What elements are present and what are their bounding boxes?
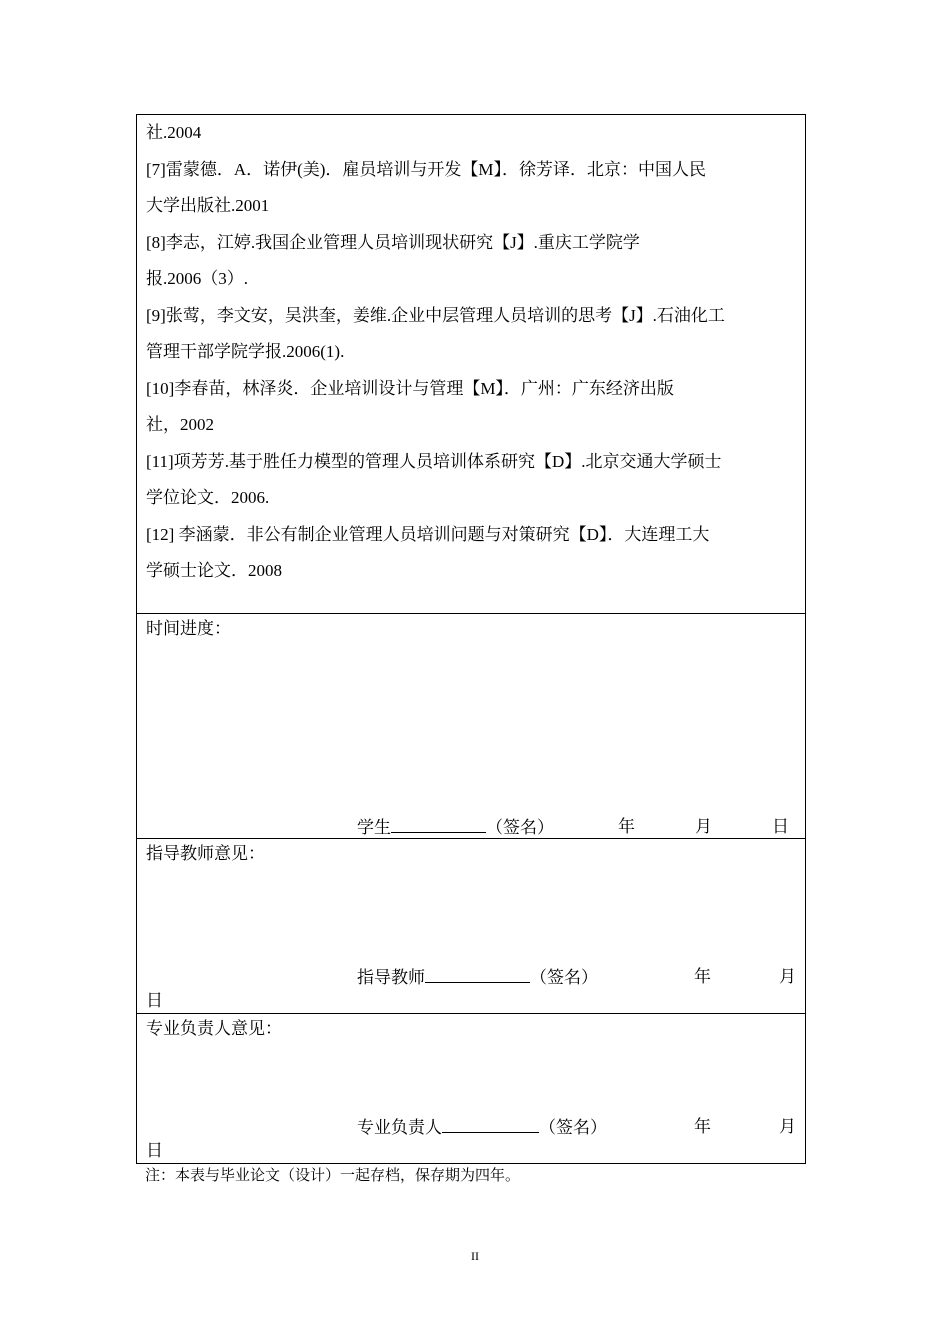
reference-line: [12] 李涵蒙．非公有制企业管理人员培训问题与对策研究【D】．大连理工大 xyxy=(146,524,710,544)
year-label: 年 xyxy=(694,1117,711,1136)
year-label: 年 xyxy=(694,967,711,986)
day-label: 日 xyxy=(146,991,163,1010)
reference-item xyxy=(146,517,796,590)
day-label: 日 xyxy=(146,1141,163,1160)
reference-line: [7]雷蒙德．A．诺伊(美)．雇员培训与开发【M】．徐芳译．北京：中国人民 xyxy=(146,159,707,179)
head-signature-line xyxy=(357,1116,607,1139)
reference-line: [9]张莺，李文安，吴洪奎，姜维.企业中层管理人员培训的思考【J】.石油化工 xyxy=(146,305,725,325)
reference-item xyxy=(146,152,796,225)
archive-note: 注：本表与毕业论文（设计）一起存档，保存期为四年。 xyxy=(145,1168,521,1184)
sign-note: （签名） xyxy=(539,1118,607,1137)
student-label: 学生 xyxy=(357,818,391,837)
proposal-form-table xyxy=(136,114,806,1164)
row-divider xyxy=(137,1013,805,1014)
row-divider xyxy=(137,838,805,839)
month-label: 月 xyxy=(695,817,712,836)
head-opinion-label: 专业负责人意见： xyxy=(146,1019,282,1038)
month-label: 月 xyxy=(779,1117,796,1136)
sign-note: （签名） xyxy=(486,818,554,837)
reference-line: 学位论文．2006. xyxy=(146,488,270,507)
advisor-opinion-label: 指导教师意见： xyxy=(146,844,265,863)
reference-item xyxy=(146,371,796,444)
reference-list xyxy=(146,115,796,590)
reference-line: [8]李志，江婷.我国企业管理人员培训现状研究【J】.重庆工学院学 xyxy=(146,232,640,252)
reference-line: 管理干部学院学报.2006(1). xyxy=(146,342,345,361)
sign-note: （签名） xyxy=(530,968,598,987)
student-signature-blank[interactable] xyxy=(391,816,486,833)
reference-line: 社，2002 xyxy=(146,415,214,434)
month-label: 月 xyxy=(779,967,796,986)
year-label: 年 xyxy=(618,817,635,836)
advisor-label: 指导教师 xyxy=(357,968,425,987)
reference-item xyxy=(146,225,796,298)
reference-item xyxy=(146,115,796,152)
page-number: II xyxy=(471,1249,479,1263)
day-label: 日 xyxy=(772,817,789,836)
reference-line: 报.2006（3）. xyxy=(146,269,248,288)
progress-label: 时间进度： xyxy=(146,619,231,638)
row-divider xyxy=(137,613,805,614)
reference-line: 社.2004 xyxy=(146,123,202,142)
head-signature-blank[interactable] xyxy=(442,1116,539,1133)
reference-line: 学硕士论文．2008 xyxy=(146,561,282,580)
advisor-signature-line xyxy=(357,966,598,989)
reference-item xyxy=(146,444,796,517)
reference-line: [10]李春苗，林泽炎．企业培训设计与管理【M】．广州：广东经济出版 xyxy=(146,378,674,398)
reference-line: [11]项芳芳.基于胜任力模型的管理人员培训体系研究【D】.北京交通大学硕士 xyxy=(146,451,722,471)
advisor-signature-blank[interactable] xyxy=(425,966,530,983)
student-signature-line xyxy=(357,816,554,839)
head-label: 专业负责人 xyxy=(357,1118,442,1137)
reference-item xyxy=(146,298,796,371)
reference-line: 大学出版社.2001 xyxy=(146,196,270,215)
